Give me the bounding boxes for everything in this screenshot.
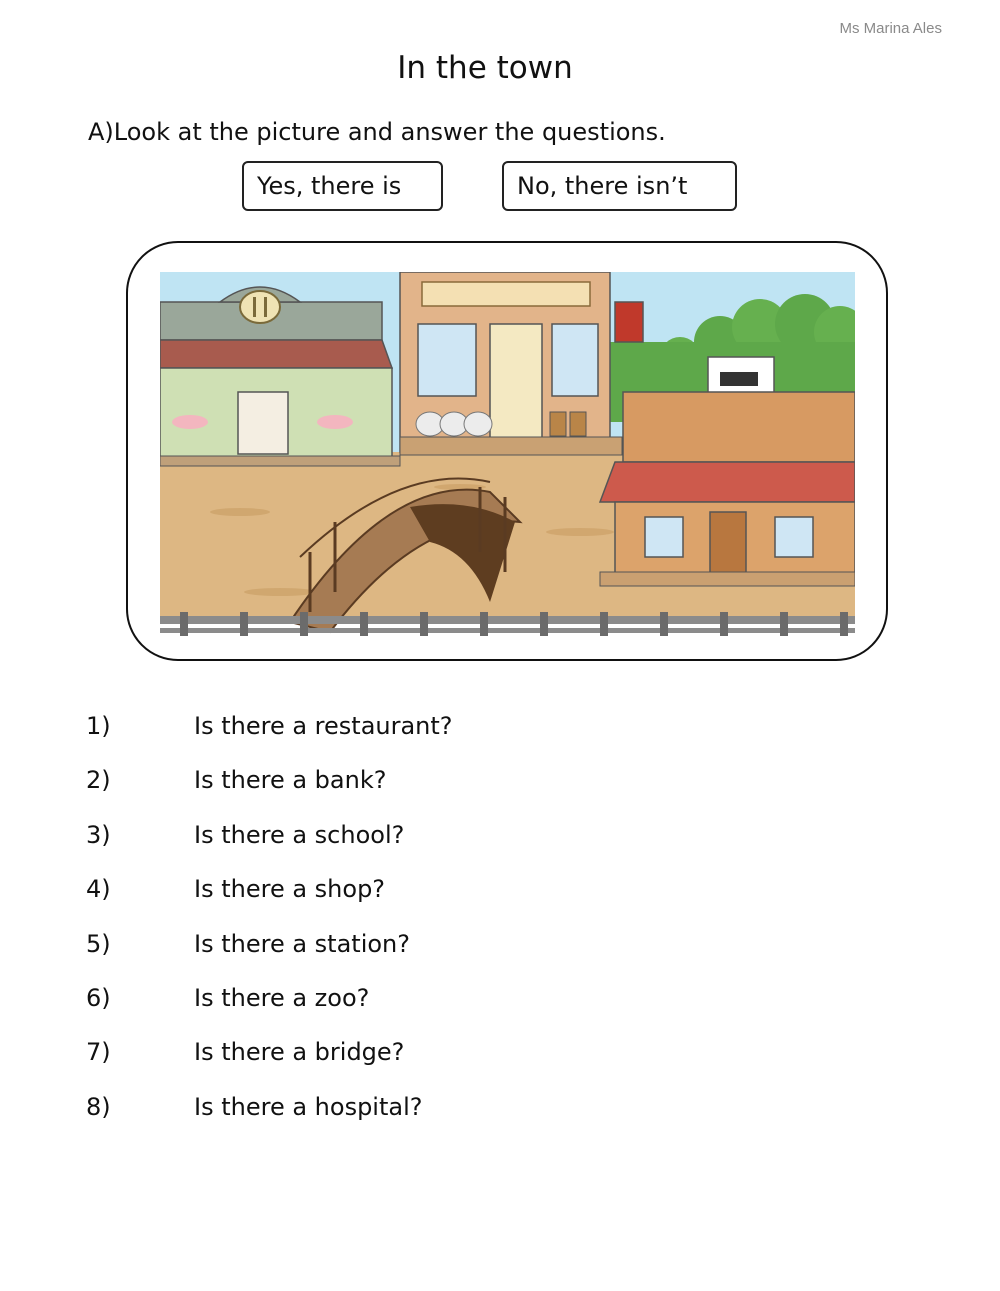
question-number: 2) (86, 766, 111, 795)
question-text: Is there a bank? (194, 766, 387, 795)
question-number: 8) (86, 1092, 111, 1121)
restaurant-building (160, 287, 400, 466)
question-number: 4) (86, 875, 111, 904)
answer-option-yes[interactable]: Yes, there is (242, 161, 443, 211)
question-number: 7) (86, 1038, 111, 1067)
question-number: 3) (86, 820, 111, 849)
instruction-text: A)Look at the picture and answer the questions. (88, 118, 666, 146)
question-text: Is there a bridge? (194, 1038, 405, 1067)
answer-option-no[interactable]: No, there isn’t (502, 161, 737, 211)
question-text: Is there a hospital? (194, 1092, 423, 1121)
question-number: 6) (86, 983, 111, 1012)
question-text: Is there a restaurant? (194, 712, 453, 740)
question-text: Is there a school? (194, 820, 405, 849)
question-text: Is there a zoo? (194, 983, 370, 1012)
shop-building (400, 272, 643, 455)
author-name: Ms Marina Ales (839, 20, 942, 37)
question-number: 5) (86, 929, 111, 958)
question-number: 1) (86, 712, 111, 740)
station-building (600, 357, 855, 586)
page-title: In the town (397, 50, 573, 86)
question-text: Is there a shop? (194, 875, 386, 904)
question-text: Is there a station? (194, 929, 410, 958)
town-illustration (160, 272, 855, 637)
